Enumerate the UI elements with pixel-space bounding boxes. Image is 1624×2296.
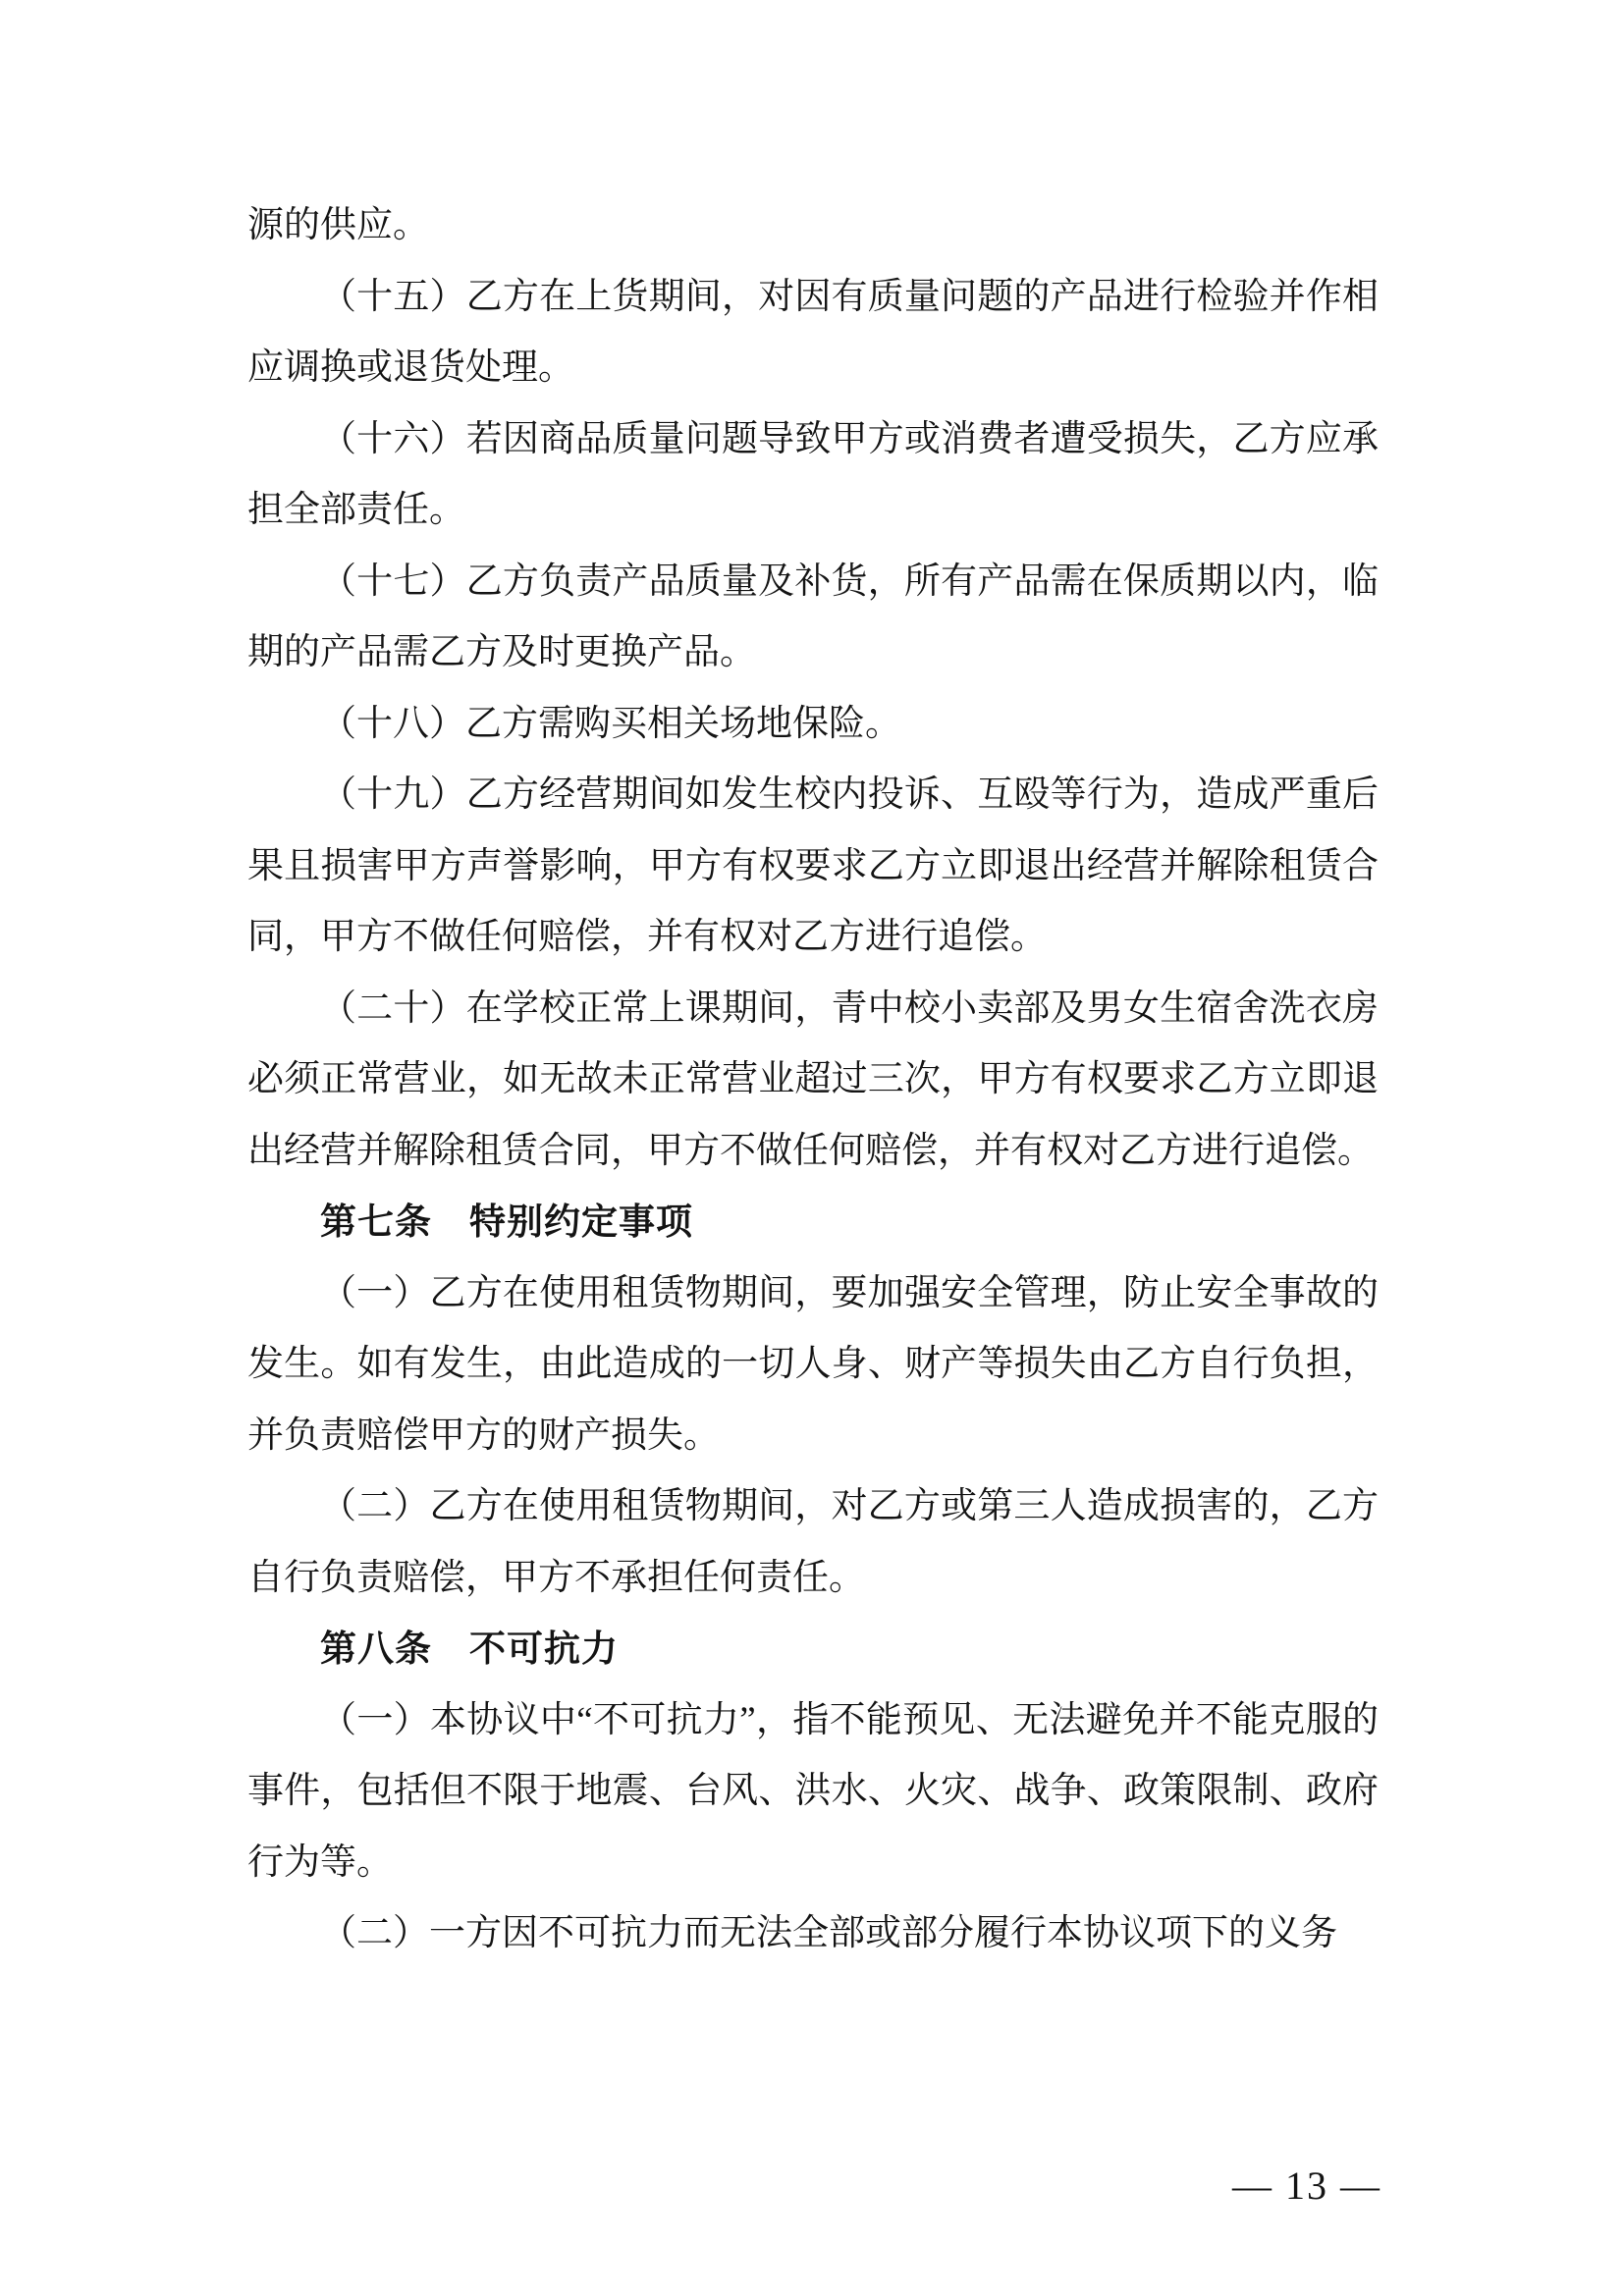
paragraph-clause-19: （十九）乙方经营期间如发生校内投诉、互殴等行为，造成严重后果且损害甲方声誉影响，甲方有权要求乙方立即退出经营并解除租赁合同，甲方不做任何赔偿，并有权对乙方进行追偿。	[247, 774, 1379, 957]
section-heading-article-8: 第八条 不可抗力	[320, 1629, 619, 1669]
paragraph-article-8-item-1: （一）本协议中“不可抗力”，指不能预见、无法避免并不能克服的事件，包括但不限于地震、台风、洪水、火灾、战争、政策限制、政府行为等。	[247, 1699, 1379, 1883]
paragraph-clause-20: （二十）在学校正常上课期间，青中校小卖部及男女生宿舍洗衣房必须正常营业，如无故未正常营业超过三次，甲方有权要求乙方立即退出经营并解除租赁合同，甲方不做任何赔偿，并有权对乙方进行追偿。	[247, 988, 1379, 1171]
paragraph-clause-18: （十八）乙方需购买相关场地保险。	[320, 703, 901, 744]
paragraph-clause-16: （十六）若因商品质量问题导致甲方或消费者遭受损失，乙方应承担全部责任。	[247, 418, 1379, 530]
page-number: — 13 —	[1232, 2163, 1381, 2208]
paragraph-article-7-item-2: （二）乙方在使用租赁物期间，对乙方或第三人造成损害的，乙方自行负责赔偿，甲方不承担任何责任。	[247, 1486, 1379, 1598]
paragraph-article-7-item-1: （一）乙方在使用租赁物期间，要加强安全管理，防止安全事故的发生。如有发生，由此造成的一切人身、财产等损失由乙方自行负担，并负责赔偿甲方的财产损失。	[247, 1272, 1379, 1456]
paragraph-clause-15: （十五）乙方在上货期间，对因有质量问题的产品进行检验并作相应调换或退货处理。	[247, 276, 1379, 388]
document-body	[247, 190, 1379, 1970]
section-heading-article-7: 第七条 特别约定事项	[320, 1201, 693, 1242]
paragraph: 源的供应。	[247, 205, 429, 245]
paragraph-article-8-item-2: （二）一方因不可抗力而无法全部或部分履行本协议项下的义务	[320, 1913, 1337, 1953]
paragraph-clause-17: （十七）乙方负责产品质量及补货，所有产品需在保质期以内，临期的产品需乙方及时更换产品。	[247, 561, 1379, 672]
